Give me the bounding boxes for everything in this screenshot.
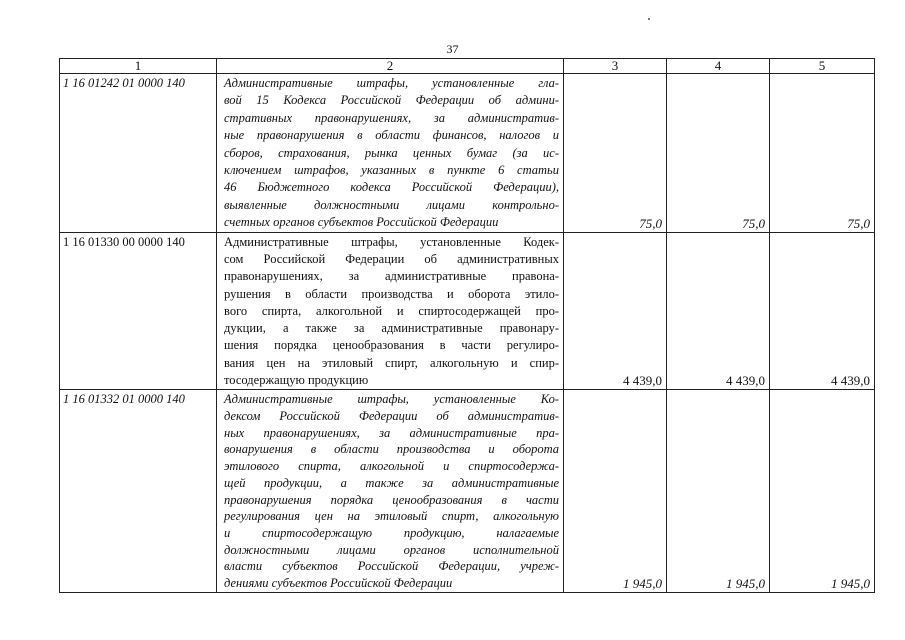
value-cell: 4 439,0	[667, 232, 770, 390]
table-row	[60, 390, 875, 592]
page-number: 37	[446, 42, 459, 56]
description-line: вания цен на этиловый спирт, алкогольную и спир-	[224, 355, 559, 370]
description-line: дексом Российской Федерации об административ-	[224, 409, 559, 424]
description-line: ные правонарушения в области финансов, налогов и	[224, 128, 559, 143]
description-line: сом Российской Федерации об административных	[224, 251, 559, 266]
description-line: Административные штрафы, установленные гла-	[224, 76, 559, 90]
description-line: сборов, страхования, рынка ценных бумаг (за ис-	[224, 145, 559, 160]
table-row	[60, 232, 875, 390]
description-line: выявленные должностными лицами контрольно-	[224, 197, 559, 212]
description-line: щей продукции, а также за административные	[224, 475, 559, 490]
description-line: дениями субъектов Российской Федерации	[224, 576, 453, 591]
code-cell: 1 16 01330 00 0000 140	[60, 232, 217, 390]
code-cell: 1 16 01332 01 0000 140	[60, 390, 217, 592]
description-line: этилового спирта, алкогольной и спиртосодержа-	[224, 459, 559, 474]
value-cell: 75,0	[564, 74, 667, 233]
value-cell: 1 945,0	[667, 390, 770, 592]
description-line: стративных правонарушениях, за административ-	[224, 110, 559, 125]
header-cell: 3	[564, 59, 667, 74]
description-line: ключением штрафов, указанных в пункте 6 статьи	[224, 163, 559, 178]
description-line: рушения в области производства и оборота этило-	[224, 286, 559, 301]
description-cell	[217, 74, 564, 233]
value-cell: 75,0	[770, 74, 875, 233]
description-line: вого спирта, алкогольной и спиртосодержащей про-	[224, 303, 559, 318]
table-header-row	[60, 59, 875, 74]
description-line: Административные штрафы, установленные Ко-	[224, 392, 559, 407]
description-cell	[217, 232, 564, 390]
description-line: правонарушения порядка ценообразования в части	[224, 492, 559, 507]
description-line: тосодержащую продукцию	[224, 373, 369, 388]
header-cell: 4	[667, 59, 770, 74]
header-cell: 1	[60, 59, 217, 74]
description-line: шения порядка ценообразования в части регулиро-	[224, 338, 559, 353]
description-line: регулирования цен на этиловый спирт, алкогольную	[224, 509, 559, 524]
code-cell: 1 16 01242 01 0000 140	[60, 74, 217, 233]
description-line: Административные штрафы, установленные Кодек-	[224, 234, 559, 249]
description-cell	[217, 390, 564, 592]
table-row	[60, 74, 875, 233]
description-line: правонарушениях, за административные правона-	[224, 269, 559, 284]
value-cell: 1 945,0	[564, 390, 667, 592]
description-line: ных правонарушениях, за административные пра-	[224, 425, 559, 440]
value-cell: 4 439,0	[564, 232, 667, 390]
description-line: 46 Бюджетного кодекса Российской Федерации),	[224, 180, 559, 195]
description-line: вой 15 Кодекса Российской Федерации об админи-	[224, 93, 559, 108]
scan-speck	[648, 18, 650, 20]
description-line: должностными лицами органов исполнительной	[224, 542, 559, 557]
description-line: дукции, а также за административные правонару-	[224, 321, 559, 336]
description-line: и спиртосодержащую продукцию, налагаемые	[224, 525, 559, 540]
value-cell: 75,0	[667, 74, 770, 233]
description-line: власти субъектов Российской Федерации, учреж-	[224, 559, 559, 574]
value-cell: 1 945,0	[770, 390, 875, 592]
header-cell: 2	[217, 59, 564, 74]
description-line: вонарушения в области производства и оборота	[224, 442, 559, 457]
description-line: счетных органов субъектов Российской Федерации	[224, 215, 499, 230]
header-cell: 5	[770, 59, 875, 74]
budget-table	[59, 58, 875, 593]
value-cell: 4 439,0	[770, 232, 875, 390]
